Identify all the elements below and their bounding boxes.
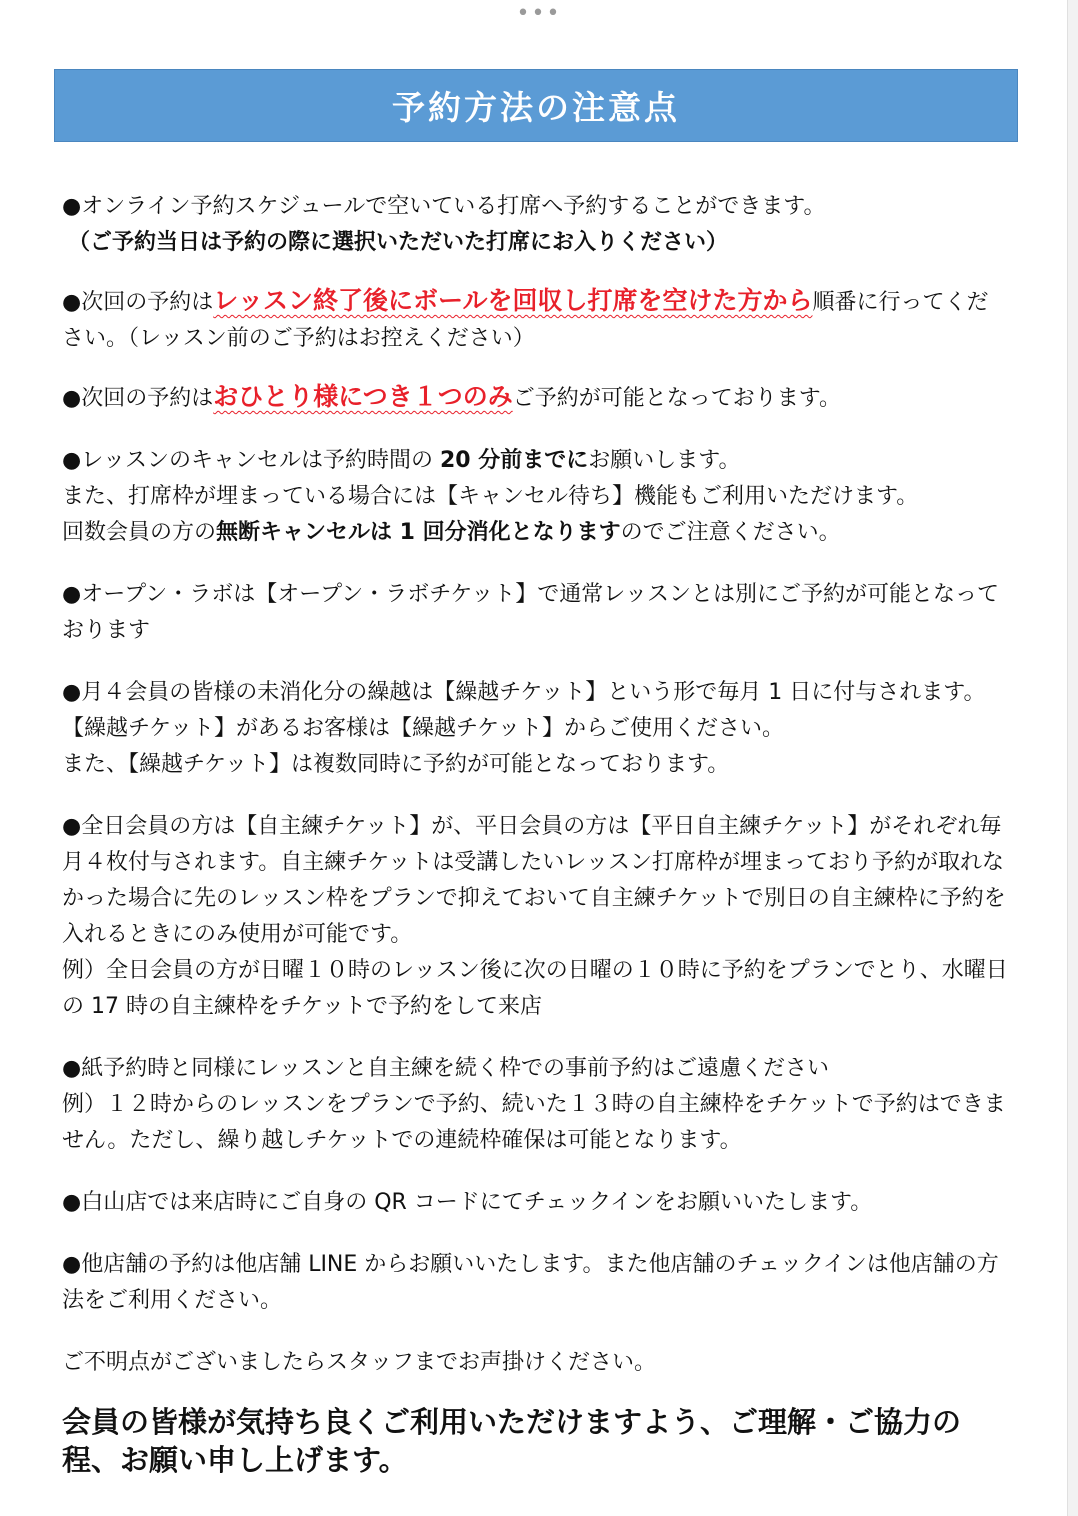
notice-text: お願いします。: [588, 448, 741, 473]
notice-text: ●紙予約時と同様にレッスンと自主練を続く枠での事前予約はご遠慮ください: [62, 1056, 829, 1081]
notice-text: ご予約が可能となっております。: [512, 386, 841, 411]
notice-self-practice-ticket: [62, 809, 1010, 1025]
page-title: 予約方法の注意点: [392, 88, 680, 127]
notice-note: （ご予約当日は予約の際に選択いただいた打席にお入りください）: [68, 230, 729, 255]
closing-message: 会員の皆様が気持ち良くご利用いただけますよう、ご理解・ご協力の程、お願い申し上げます。: [62, 1405, 962, 1477]
notice-carryover-ticket: [62, 675, 1010, 783]
emphasis-text: 20 分前までに: [439, 448, 589, 473]
page-edge: [1067, 0, 1078, 1516]
notice-text: ●月４会員の皆様の未消化分の繰越は【繰越チケット】という形で毎月 1 日に付与されます。: [62, 680, 986, 705]
notice-text: また、【繰越チケット】は複数同時に予約が可能となっております。: [62, 752, 730, 777]
notice-text: 【繰越チケット】があるお客様は【繰越チケット】からご使用ください。: [62, 716, 785, 741]
notice-open-lab: [62, 577, 1010, 649]
notice-example: 例）全日会員の方が日曜１０時のレッスン後に次の日曜の１０時に予約をプランでとり、水曜日の 17 時の自主練枠をチケットで予約をして来店: [62, 958, 1008, 1019]
notice-body: [62, 189, 1010, 1479]
notice-text: ●全日会員の方は【自主練チケット】が、平日会員の方は【平日自主練チケット】がそれぞれ毎月４枚付与されます。自主練チケットは受講したいレッスン打席枠が埋まっており予約が取れなかった場合に先のレッスン枠をプランで抑えておいて自主練チケットで別日の自主練枠に予約を入れるときにのみ使用が可能です。: [62, 814, 1006, 947]
notice-text: ●他店舗の予約は他店舗 LINE からお願いいたします。また他店舗のチェックインは他店舗の方法をご利用ください。: [62, 1252, 999, 1313]
notice-contact-staff: [62, 1345, 1010, 1381]
notice-text: ご不明点がございましたらスタッフまでお声掛けください。: [62, 1350, 657, 1375]
notice-example: 例）１２時からのレッスンをプランで予約、続いた１３時の自主練枠をチケットで予約はできません。ただし、繰り越しチケットでの連続枠確保は可能となります。: [62, 1092, 1006, 1153]
emphasis-text: レッスン終了後にボールを回収し打席を空けた方から: [213, 286, 813, 315]
notice-text: ●オンライン予約スケジュールで空いている打席へ予約することができます。: [62, 194, 826, 219]
notice-next-booking-order: [62, 283, 1010, 357]
emphasis-text: おひとり様につき１つのみ: [213, 382, 513, 411]
notice-consecutive-booking: [62, 1051, 1010, 1159]
notice-qr-checkin: [62, 1185, 1010, 1221]
notice-one-booking-limit: [62, 379, 1010, 417]
notice-text: ●オープン・ラボは【オープン・ラボチケット】で通常レッスンとは別にご予約が可能となっております: [62, 582, 1000, 643]
more-options-icon[interactable]: •••: [516, 1, 562, 26]
notice-text: ●白山店では来店時にご自身の QR コードにてチェックインをお願いいたします。: [62, 1190, 873, 1215]
notice-text: ●レッスンのキャンセルは予約時間の: [62, 448, 440, 473]
emphasis-text: 無断キャンセルは 1 回分消化となります: [216, 520, 621, 545]
notice-cancellation: [62, 443, 1010, 551]
notice-text: 順番に行ってください。（レッスン前のご予約はお控えください）: [62, 290, 989, 351]
notice-text: のでご注意ください。: [620, 520, 841, 545]
title-banner: [54, 69, 1018, 142]
notice-text: また、打席枠が埋まっている場合には【キャンセル待ち】機能もご利用いただけます。: [62, 484, 919, 509]
notice-text: ●次回の予約は: [62, 386, 214, 411]
notice-online-booking: [62, 189, 1010, 261]
notice-other-stores: [62, 1247, 1010, 1319]
notice-text: ●次回の予約は: [62, 290, 214, 315]
notice-text: 回数会員の方の: [62, 520, 217, 545]
